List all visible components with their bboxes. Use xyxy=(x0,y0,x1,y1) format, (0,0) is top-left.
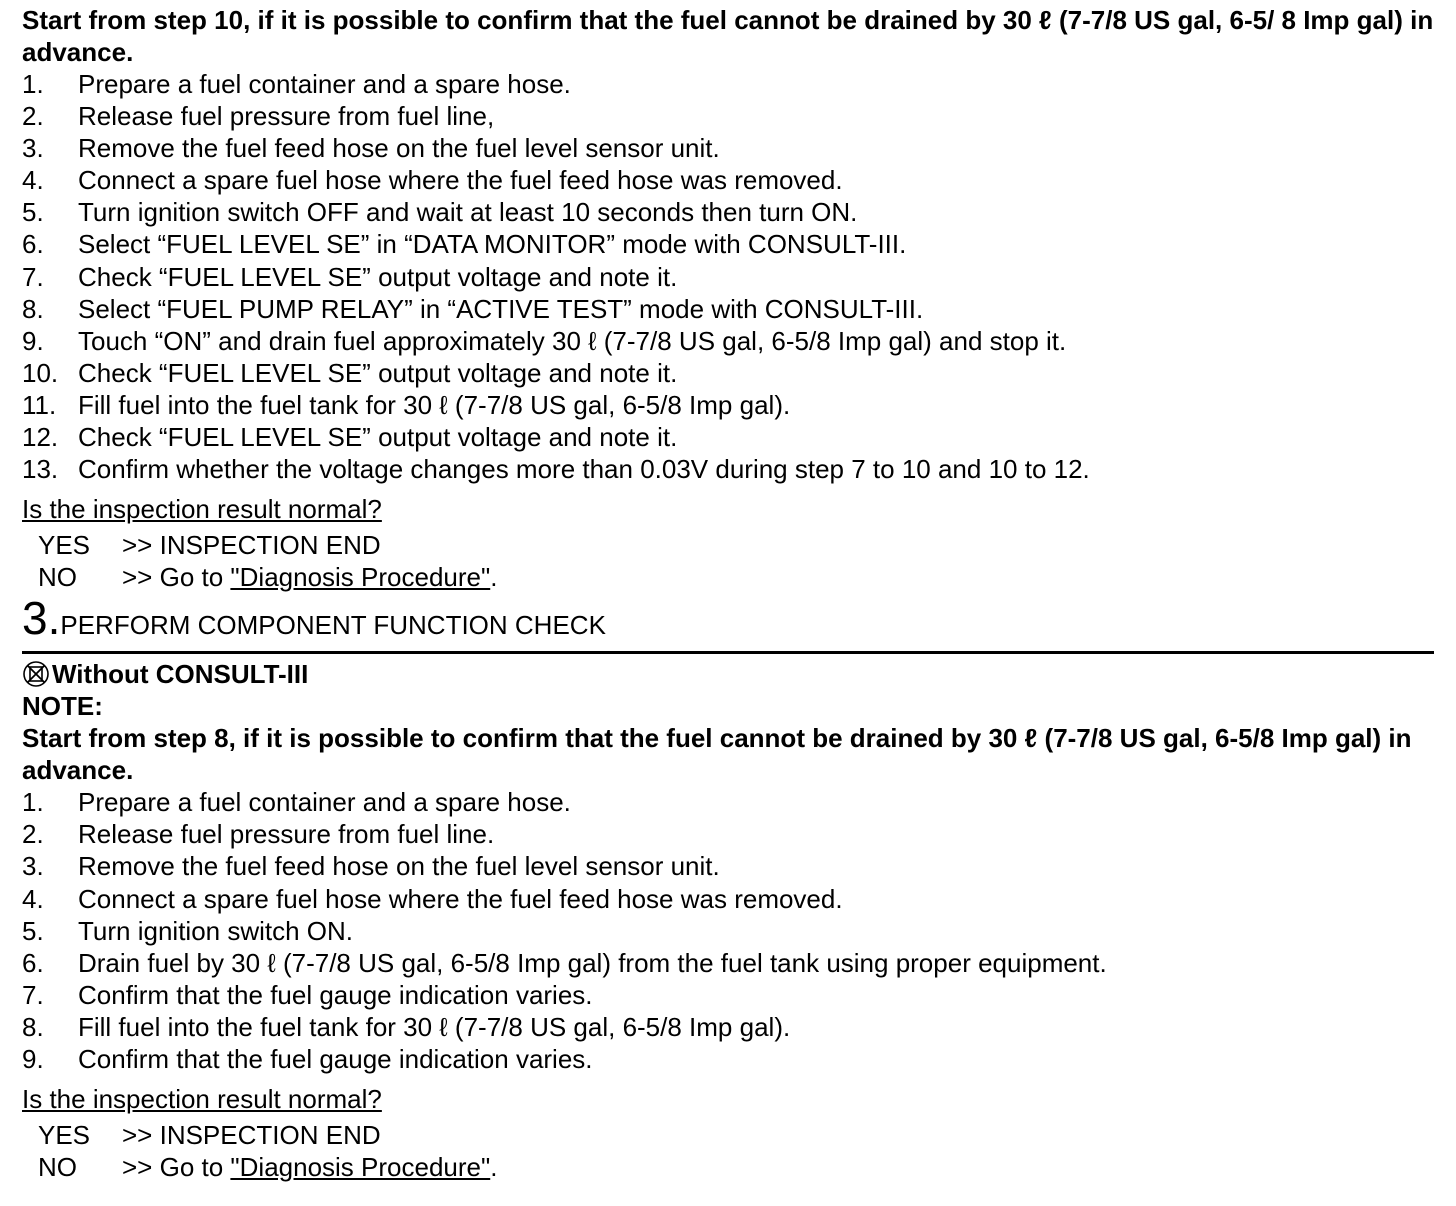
step-index: 3. xyxy=(22,851,44,882)
step-index: 1. xyxy=(22,69,44,99)
diagnosis-procedure-link[interactable]: "Diagnosis Procedure" xyxy=(230,562,491,593)
answer-no-prefix: >> Go to xyxy=(122,1152,231,1183)
answer-no-key: NO xyxy=(38,562,77,593)
answer-no xyxy=(22,561,1434,593)
step-index: 8. xyxy=(22,293,44,324)
answer-yes xyxy=(22,1119,1434,1151)
step-text: Check “FUEL LEVEL SE” output voltage and note it. xyxy=(78,357,678,388)
service-manual-page xyxy=(22,0,1434,1183)
step-index: 7. xyxy=(22,261,44,292)
step-index: 6. xyxy=(22,229,44,260)
no-consult-icon xyxy=(22,660,50,688)
step-index: 4. xyxy=(22,883,44,914)
step-index: 12. xyxy=(22,422,59,453)
step-header xyxy=(22,592,1434,654)
intro-note-with-consult: Start from step 10, if it is possible to confirm that the fuel cannot be drained by 30 ℓ (7-7/8 US gal, 6-5/ 8 Imp gal) in advance. xyxy=(22,5,1434,67)
step-index: 8. xyxy=(22,1011,44,1042)
step-text: Check “FUEL LEVEL SE” output voltage and note it. xyxy=(78,422,678,453)
intro-note-without-consult: Start from step 8, if it is possible to confirm that the fuel cannot be drained by 30 ℓ (7-7/8 US gal, 6-5/8 Imp gal) in advance. xyxy=(22,723,1412,786)
procedure-step xyxy=(22,68,1434,100)
step-text: Select “FUEL LEVEL SE” in “DATA MONITOR” mode with CONSULT-III. xyxy=(78,229,907,260)
step-text: Prepare a fuel container and a spare hose. xyxy=(78,787,571,818)
procedure-step xyxy=(22,261,1434,293)
procedure-step xyxy=(22,100,1434,132)
mode-label-row xyxy=(22,658,1434,690)
step-index: 13. xyxy=(22,454,59,485)
procedure-step xyxy=(22,421,1434,453)
procedure-step xyxy=(22,1043,1434,1075)
procedure-step xyxy=(22,164,1434,196)
step-index: 4. xyxy=(22,165,44,196)
step-index: 6. xyxy=(22,947,44,978)
answer-yes-value: >> INSPECTION END xyxy=(122,530,381,561)
step-index: 1. xyxy=(22,787,44,818)
step-text: Touch “ON” and drain fuel approximately 30 ℓ (7-7/8 US gal, 6-5/8 Imp gal) and stop it. xyxy=(78,325,1067,356)
step-number: 3. xyxy=(22,592,61,645)
mode-label: Without CONSULT-III xyxy=(52,659,309,690)
procedure-step xyxy=(22,883,1434,915)
step-text: Fill fuel into the fuel tank for 30 ℓ (7-7/8 US gal, 6-5/8 Imp gal). xyxy=(78,389,791,420)
step-text: Confirm that the fuel gauge indication varies. xyxy=(78,1043,593,1074)
procedure-step xyxy=(22,357,1434,389)
step-text: Prepare a fuel container and a spare hose. xyxy=(78,69,571,99)
step-text: Turn ignition switch OFF and wait at least 10 seconds then turn ON. xyxy=(78,197,858,228)
answer-no xyxy=(22,1151,1434,1183)
step-text: Drain fuel by 30 ℓ (7-7/8 US gal, 6-5/8 Imp gal) from the fuel tank using proper equipment. xyxy=(78,947,1107,978)
step-index: 10. xyxy=(22,357,59,388)
procedure-step xyxy=(22,979,1434,1011)
procedure-step xyxy=(22,1011,1434,1043)
step-title: PERFORM COMPONENT FUNCTION CHECK xyxy=(60,610,606,641)
step-text: Turn ignition switch ON. xyxy=(78,915,354,946)
procedure-step xyxy=(22,453,1434,485)
step-index: 9. xyxy=(22,1043,44,1074)
step-text: Check “FUEL LEVEL SE” output voltage and note it. xyxy=(78,261,678,292)
step-text: Connect a spare fuel hose where the fuel feed hose was removed. xyxy=(78,165,843,196)
procedure-step xyxy=(22,850,1434,882)
procedure-step xyxy=(22,228,1434,260)
procedure-step xyxy=(22,293,1434,325)
step-text: Remove the fuel feed hose on the fuel level sensor unit. xyxy=(78,133,720,164)
answer-no-suffix: . xyxy=(490,1152,498,1183)
procedure-step xyxy=(22,786,1434,818)
step-index: 5. xyxy=(22,197,44,228)
step-index: 9. xyxy=(22,325,44,356)
step-text: Release fuel pressure from fuel line, xyxy=(78,101,495,132)
step-index: 7. xyxy=(22,979,44,1010)
step-index: 3. xyxy=(22,133,44,164)
note-label: NOTE: xyxy=(22,691,103,722)
answer-no-key: NO xyxy=(38,1152,77,1183)
procedure-step xyxy=(22,389,1434,421)
step-text: Remove the fuel feed hose on the fuel level sensor unit. xyxy=(78,851,720,882)
step-index: 5. xyxy=(22,915,44,946)
step-text: Fill fuel into the fuel tank for 30 ℓ (7-7/8 US gal, 6-5/8 Imp gal). xyxy=(78,1011,791,1042)
step-index: 2. xyxy=(22,101,44,132)
step-text: Confirm whether the voltage changes more than 0.03V during step 7 to 10 and 10 to 12. xyxy=(78,454,1090,485)
step-text: Connect a spare fuel hose where the fuel feed hose was removed. xyxy=(78,883,843,914)
step-index: 11. xyxy=(22,389,57,420)
answer-no-suffix: . xyxy=(490,562,498,593)
step-text: Release fuel pressure from fuel line. xyxy=(78,819,495,850)
procedure-step xyxy=(22,947,1434,979)
procedure-list-without-consult xyxy=(22,786,1434,1075)
procedure-step xyxy=(22,915,1434,947)
procedure-step xyxy=(22,132,1434,164)
answer-block xyxy=(22,1119,1434,1183)
answer-yes-value: >> INSPECTION END xyxy=(122,1120,381,1151)
procedure-step xyxy=(22,818,1434,850)
step-text: Select “FUEL PUMP RELAY” in “ACTIVE TEST” mode with CONSULT-III. xyxy=(78,293,924,324)
inspection-question: Is the inspection result normal? xyxy=(22,1084,382,1115)
step-text: Confirm that the fuel gauge indication varies. xyxy=(78,979,593,1010)
answer-yes-key: YES xyxy=(38,530,91,561)
step-index: 2. xyxy=(22,819,44,850)
answer-yes-key: YES xyxy=(38,1120,91,1151)
answer-block xyxy=(22,529,1434,593)
procedure-list-with-consult xyxy=(22,68,1434,485)
answer-no-prefix: >> Go to xyxy=(122,562,231,593)
inspection-question: Is the inspection result normal? xyxy=(22,494,382,525)
procedure-step xyxy=(22,196,1434,228)
procedure-step xyxy=(22,325,1434,357)
answer-yes xyxy=(22,529,1434,561)
diagnosis-procedure-link[interactable]: "Diagnosis Procedure" xyxy=(230,1152,491,1183)
